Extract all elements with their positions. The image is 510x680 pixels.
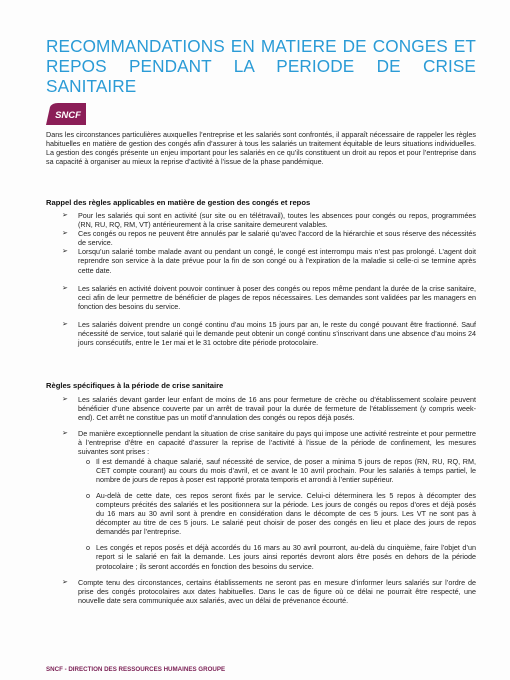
list-item: ➢ Les salariés en activité doivent pouvoir continuer à poser des congés ou repos même pendant la durée de la crise sanitaire, ceci afin de leur permettre de bénéficier de plages de repos nécessaires. Les demandes sont validées par les managers en fonction des besoins du service. (62, 283, 476, 311)
circle-bullet-icon: o (86, 456, 90, 466)
measures-list (78, 457, 476, 571)
section-heading-rules: Rappel des règles applicables en matière de gestion des congés et repos (46, 198, 311, 207)
circle-bullet-icon: o (86, 543, 90, 553)
sncf-logo (46, 101, 86, 125)
list-item: ➢ Lorsqu’un salarié tombe malade avant ou pendant un congé, le congé est interrompu mais n’est pas prolongé. L’agent doit reprendre son service à la date prévue pour la fin de son congé ou à l’expiration de la maladie si celle-ci se termine après cette date. (62, 247, 476, 275)
sub-list-item: o Au-delà de cette date, ces repos seront fixés par le service. Celui-ci déterminera les 5 repos à décompter des compteurs précités des salariés et les positionnera sur la période. Les jours de congés ou repos d’ores et déjà posés du 16 mars au 30 avril sont à prendre en considération dans le décompte de ces 5 jours. Les VT ne sont pas à décompter au titre de ces 5 jours. Le salarié peut choisir de poser des congés en lieu et place des jours de repos demandés par l’entreprise. (86, 490, 476, 537)
arrow-bullet-icon: ➢ (62, 430, 68, 438)
intro-paragraph: Dans les circonstances particulières auxquelles l’entreprise et les salariés sont confrontés, il apparaît nécessaire de rappeler les règles habituelles en matière de gestion des congés afin d’assurer à tous les salariés un traitement équitable de leurs situations individuelles. La gestion des congés présente un enjeu important pour les salariés en ce qu’ils constituent un droit au repos et pour l’entreprise dans sa capacité à organiser au mieux la reprise d’activité à l’issue de la phase pandémique. (46, 130, 476, 167)
arrow-bullet-icon: ➢ (62, 230, 68, 238)
arrow-bullet-icon: ➢ (62, 212, 68, 219)
list-item: ➢ Pour les salariés qui sont en activité (sur site ou en télétravail), toutes les absences pour congés ou repos, programmées (RN, RU, RQ, RM, VT) antérieurement à la crise sanitaire demeurent valables. (62, 211, 476, 230)
svg-text:SNCF: SNCF (55, 110, 81, 121)
page-title: RECOMMANDATIONS EN MATIERE DE CONGES ET REPOS PENDANT LA PERIODE DE CRISE SANITAIRE (46, 36, 476, 96)
list-item: ➢ Compte tenu des circonstances, certains établissements ne seront pas en mesure d’informer leurs salariés sur l’ordre de prise des congés protocolaires aux dates habituelles. Dans le cas de figure où ce délai ne pourrait être respecté, une nouvelle date sera communiquée aux salariés, avec un délai de prévenance écourté. (62, 577, 476, 605)
circle-bullet-icon: o (86, 490, 90, 500)
arrow-bullet-icon: ➢ (62, 578, 68, 586)
list-item: ➢ De manière exceptionnelle pendant la situation de crise sanitaire du pays qui impose une activité restreinte et pour permettre à l’entreprise d’être en capacité d’assurer la reprise de l’activité à l’issue de la période de confinement, les mesures suivantes sont prises : o Il est demandé à chaque salarié, sauf nécessité de service, de poser a minima 5 jours de repos (RN, RU, RQ, RM, CET compte courant) au cours du mois d’avril, et ce avant le 10 avril prochain. Pour les salariés à temps partiel, le nombre de jours de repos à poser est rapporté prorata temporis et arrondi à l’entier supérieur. o Au-delà de cette date, ces repos seront fixés par le service. Celui-ci déterminera les 5 repos à décompter des compteurs précités des salariés et les positionnera sur la période. Les jours de congés ou repos d’ores et déjà posés du 16 mars au 30 avril sont à prendre en considération dans le décompte de ces 5 jours. Les VT ne sont pas à décompter au titre de ces 5 jours. Le salarié peut choisir de poser des congés en lieu et place des jours de repos demandés par l’entreprise. o Les congés et repos posés et déjà accordés du 16 mars au 30 avril pourront, au-delà du cinquième, faire l’objet d’un report si le salarié en fait la demande. Les jours ainsi reportés devront alors être posés en dehors de la période protocolaire ; ils seront accordés en fonction des besoins du service. (62, 429, 476, 571)
arrow-bullet-icon: ➢ (62, 284, 68, 292)
sub-list-item: o Les congés et repos posés et déjà accordés du 16 mars au 30 avril pourront, au-delà du cinquième, faire l’objet d’un report si le salarié en fait la demande. Les jours ainsi reportés devront alors être posés en dehors de la période protocolaire ; ils seront accordés en fonction des besoins du service. (86, 543, 476, 571)
rules-list (46, 211, 476, 347)
arrow-bullet-icon: ➢ (62, 248, 68, 256)
arrow-bullet-icon: ➢ (62, 320, 68, 328)
sub-list-item: o Il est demandé à chaque salarié, sauf nécessité de service, de poser a minima 5 jours de repos (RN, RU, RQ, RM, CET compte courant) au cours du mois d’avril, et ce avant le 10 avril prochain. Pour les salariés à temps partiel, le nombre de jours de repos à poser est rapporté prorata temporis et arrondi à l’entier supérieur. (86, 456, 476, 484)
list-item: ➢ Les salariés doivent prendre un congé continu d’au moins 15 jours par an, le reste du congé pouvant être fractionné. Sauf nécessité de service, tout salarié qui le demande peut obtenir un congé continu s’inscrivant dans une absence d’au moins 24 jours consécutifs, entre le 1er mai et le 31 octobre dite période protocolaire. (62, 319, 476, 348)
crisis-list (46, 395, 476, 605)
list-item: ➢ Les salariés devant garder leur enfant de moins de 16 ans pour fermeture de crèche ou d’établissement scolaire peuvent bénéficier d’une absence couverte par un arrêt de travail pour la durée de fermeture de l’établissement (y compris week-end). Cet arrêt ne constitue pas un motif d’annulation des congés ou repos déjà posés. (62, 395, 476, 423)
list-item: ➢ Ces congés ou repos ne peuvent être annulés par le salarié qu’avec l’accord de la hiérarchie et sous réserve des nécessités de service. (62, 229, 476, 248)
page-footer: SNCF - DIRECTION DES RESSOURCES HUMAINES GROUPE (46, 666, 226, 673)
arrow-bullet-icon: ➢ (62, 396, 68, 403)
section-heading-crisis: Règles spécifiques à la période de crise sanitaire (46, 381, 224, 390)
